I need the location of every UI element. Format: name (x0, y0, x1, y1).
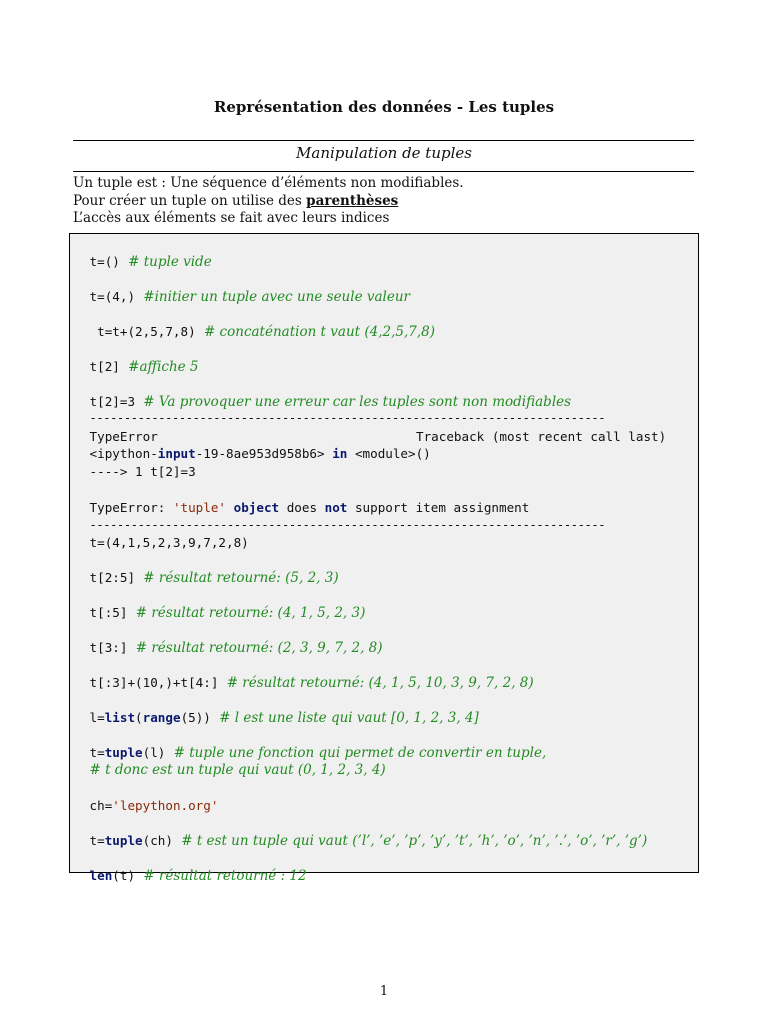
code-text: t[2] (89, 359, 120, 374)
code-comment: # l est une liste qui vaut [0, 1, 2, 3, 4] (219, 710, 479, 726)
code-comment: # t donc est un tuple qui vaut (0, 1, 2, 3, 4) (89, 762, 386, 778)
code-text: (ch) (142, 833, 173, 848)
bottom-rule (73, 171, 694, 172)
string-literal: 'lepython.org' (112, 798, 219, 813)
code-text: does (279, 500, 325, 515)
code-text: t=t+(2,5,7,8) (89, 324, 196, 339)
keyword: not (324, 500, 348, 515)
code-comment: # Va provoquer une erreur car les tuples sont non modifiables (143, 394, 572, 410)
code-text: t=() (89, 254, 120, 269)
intro-bold-word: parenthèses (306, 192, 399, 209)
code-text: (t) (112, 868, 136, 883)
code-text: -19-8ae953d958b6> (195, 446, 333, 461)
code-text: t[:5] (89, 605, 128, 620)
intro-line-2-text: Pour créer un tuple on utilise des (73, 192, 307, 209)
code-text: t=(4,) (89, 289, 136, 304)
code-box (69, 233, 699, 884)
intro-line-3: L’accès aux éléments se fait avec leurs indices (73, 210, 390, 226)
code-text: t= (89, 833, 105, 848)
code-comment: # t est un tuple qui vaut (’l’, ’e’, ’p’, ’y’, ’t’, ’h’, ’o’, ’n’, ’.’, ’o’, ’r’, ’g’) (181, 833, 648, 849)
code-comment: # concaténation t vaut (4,2,5,7,8) (203, 324, 436, 340)
code-comment: # tuple vide (128, 254, 212, 270)
code-comment: # résultat retourné: (5, 2, 3) (143, 570, 339, 586)
keyword: len (89, 868, 113, 883)
code-comment: # tuple une fonction qui permet de convertir en tuple, (173, 745, 547, 761)
intro-line-2 (73, 193, 464, 211)
code-comment: # résultat retourné: (4, 1, 5, 10, 3, 9, 7, 2, 8) (226, 675, 534, 691)
keyword: range (142, 710, 181, 725)
code-comment: #affiche 5 (128, 359, 199, 375)
code-text: l= (89, 710, 105, 725)
intro-text (73, 175, 464, 228)
code-text: <ipython- (89, 446, 158, 461)
code-text: <module>() (347, 446, 431, 461)
code-text: (5)) (180, 710, 211, 725)
top-rule (73, 140, 694, 141)
keyword: object (233, 500, 280, 515)
code-text: ----> 1 t[2]=3 (89, 464, 196, 479)
code-text: t= (89, 745, 105, 760)
error-name: TypeError (89, 429, 158, 444)
code-text: support item assignment (347, 500, 530, 515)
keyword: in (332, 446, 348, 461)
keyword: list (104, 710, 136, 725)
code-text: t[:3]+(10,)+t[4:] (89, 675, 219, 690)
page-number: 1 (379, 984, 389, 999)
code-text: t[2:5] (89, 570, 136, 585)
dash-text: --------------------------------------------------------------------------- (89, 411, 606, 425)
code-text: ch= (89, 798, 113, 813)
code-text: ( (135, 710, 143, 725)
section-subtitle: Manipulation de tuples (296, 144, 472, 162)
code-comment: #initier un tuple avec une seule valeur (143, 289, 410, 305)
intro-line-1: Un tuple est : Une séquence d’éléments non modifiables. (73, 175, 464, 191)
code-comment: # résultat retourné: (2, 3, 9, 7, 2, 8) (135, 640, 383, 656)
code-comment: # résultat retourné : 12 (143, 868, 307, 884)
code-line (73, 850, 307, 902)
code-comment: # résultat retourné: (4, 1, 5, 2, 3) (135, 605, 366, 621)
code-text: t[2]=3 (89, 394, 136, 409)
dash-text: --------------------------------------------------------------------------- (89, 518, 606, 532)
code-text: (l) (142, 745, 166, 760)
page-title: Représentation des données - Les tuples (213, 98, 555, 116)
keyword: input (157, 446, 196, 461)
code-text: t=(4,1,5,2,3,9,7,2,8) (89, 535, 249, 550)
code-text: TypeError: (89, 500, 173, 515)
string-literal: 'tuple' (172, 500, 227, 515)
traceback-label: Traceback (most recent call last) (416, 429, 667, 444)
code-text: t[3:] (89, 640, 128, 655)
keyword: tuple (104, 833, 143, 848)
keyword: tuple (104, 745, 143, 760)
